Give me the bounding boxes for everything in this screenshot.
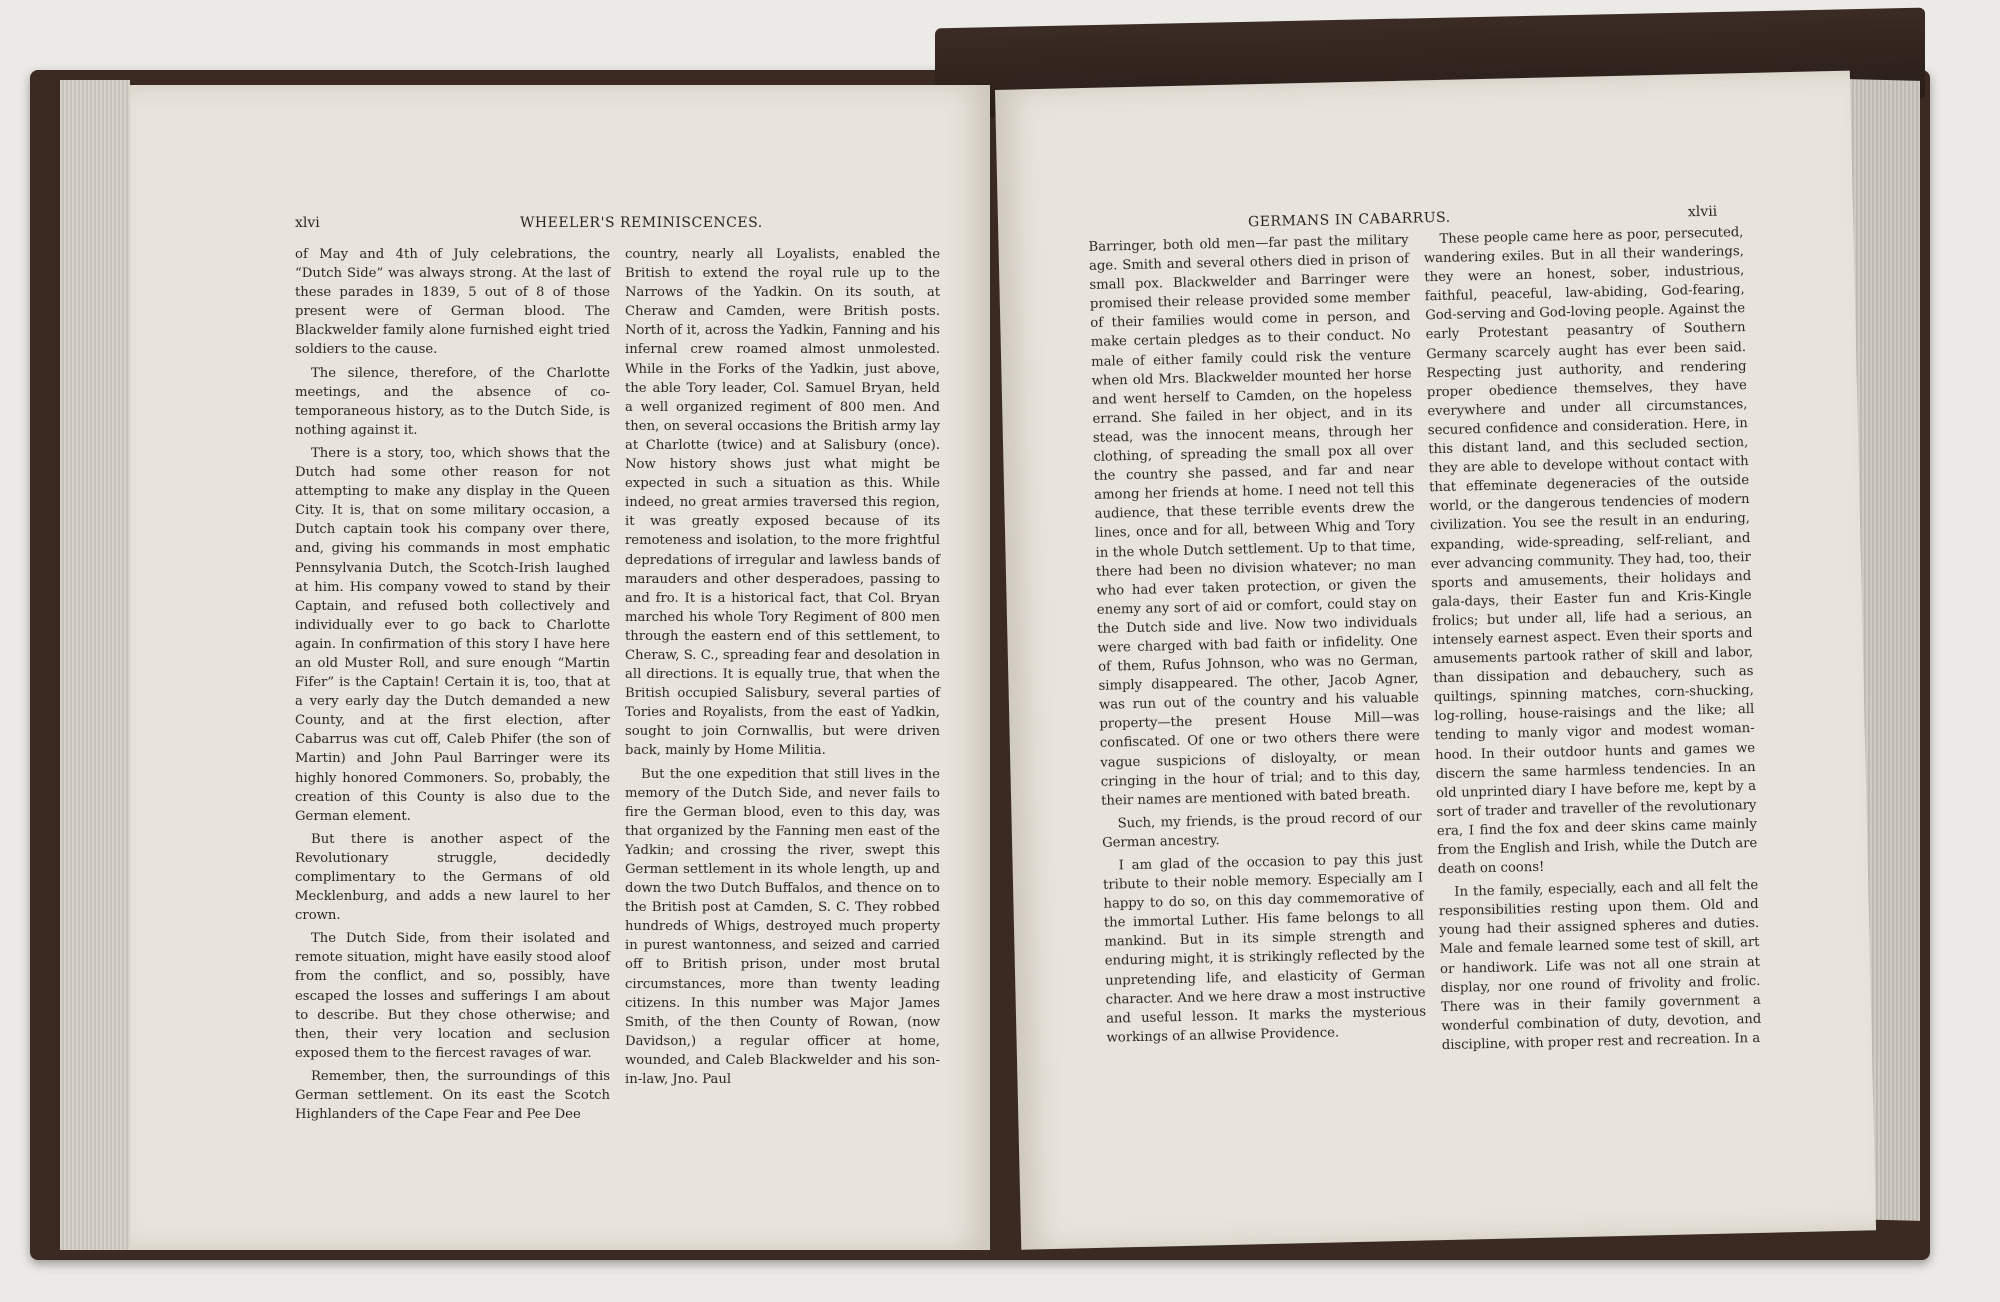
right-page: [995, 71, 1876, 1250]
left-column-2: [625, 245, 940, 1093]
paragraph: These people came here as poor, persecuted, wandering exiles. But in all their wanderings, they were an honest, sober, industrious, faithful, peaceful, law-abiding, God-fearing, God-serving and God-loving people. Against the early Protestant peasantry of Southern Germany scarcely aught has ever been said. Respecting just authority, and rendering proper obedience themselves, they have everywhere and under all circumstances, secured confidence and consideration. Here, in this distant land, and this secluded section, they are able to develope without contact with that effeminate degeneracies of the outside world, or the dangerous tendencies of modern civilization. You see the result in an enduring, expanding, wide-spreading, self-reliant, and ever advancing community. They had, too, their sports and amusements, their holidays and gala-days, their Easter fun and Kris-Kingle frolics; but under all, life had a serious, an intensely earnest aspect. Even their sports and amusements partook rather of skill and labor, than dissipation and debauchery, such as quiltings, spinning matches, corn-shucking, log-rolling, house-raisings and the like; all tending to manly vigor and modest woman-hood. In their outdoor hunts and games we discern the same harmless tendencies. In an old unprinted diary I have before me, kept by a sort of trader and traveller of the revolutionary era, I find the fox and deer skins came mainly from the English and Irish, while the Dutch are death on coons!: [1423, 225, 1758, 878]
paragraph: But there is another aspect of the Revolutionary struggle, decidedly complimentary to the Germans of old Mecklenburg, and adds a new laurel to her crown.: [295, 831, 610, 924]
right-page-number: xlvii: [1687, 203, 1718, 221]
paragraph: Remember, then, the surroundings of this German settlement. On its east the Scotch Highlanders of the Cape Fear and Pee Dee: [295, 1068, 610, 1123]
paragraph: The silence, therefore, of the Charlotte meetings, and the absence of co-temporaneous history, as to the Dutch Side, is nothing against it.: [295, 365, 610, 438]
left-page-edges: [60, 80, 130, 1250]
right-running-head: GERMANS IN CABARRUS.: [1247, 209, 1451, 231]
right-column-2: [1423, 223, 1762, 1059]
paragraph: There is a story, too, which shows that the Dutch had some other reason for not attempting to make any display in the Queen City. It is, that on some military occasion, a Dutch captain took his company over there, and, giving his commands in most emphatic Pennsylvania Dutch, the Scotch-Irish laughed at him. His company vowed to stand by their Captain, and refused both collectively and individually ever to go back to Charlotte again. In confirmation of this story I have here an old Muster Roll, and sure enough “Martin Fifer” is the Captain! Certain it is, too, that at a very early day the Dutch demanded a new County, and at the first election, after Cabarrus was cut off, Caleb Phifer (the son of Martin) and John Paul Barringer were its highly honored Commoners. So, probably, the creation of this County is also due to the German element.: [295, 445, 610, 824]
right-column-1: [1088, 231, 1426, 1052]
left-page-number: xlvi: [295, 215, 320, 231]
left-column-1: [295, 245, 610, 1128]
paragraph: Such, my friends, is the proud record of our German ancestry.: [1101, 809, 1422, 851]
paragraph: In the family, especially, each and all felt the responsibilities resting upon them. Old and young had their assigned spheres and duties. Male and female learned some test of skill, art or handiwork. Life was not all one strain at display, nor one round of frivolity and frolic. There was in their family government a wonderful combination of duty, devotion, and discipline, with proper rest and recreation. In a: [1438, 878, 1762, 1054]
paragraph: Barringer, both old men—far past the military age. Smith and several others died in prison of small pox. Blackwelder and Barringer were promised their release provided some member of their families would come in person, and make certain pledges as to their conduct. No male of either family could risk the venture when old Mrs. Blackwelder mounted her horse and went herself to Camden, on the hopeless errand. She failed in her object, and in its stead, was the innocent means, through her clothing, of spreading the small pox all over the country she passed, and far and near among her friends at home. I need not tell this audience, that these terrible events drew the lines, once and for all, between Whig and Tory in the whole Dutch settlement. Up to that time, there had been no division whatever; no man who had ever taken protection, or given the enemy any sort of aid or comfort, could stay on the Dutch side and live. Now two individuals were charged with bad faith or infidelity. One of them, Rufus Johnson, who was no German, simply disappeared. The other, Jacob Agner, was run out of the country and his valuable property—the present House Mill—was confiscated. Of one or two others there were vague suspicions of disloyalty, or mean cringing in the hour of trial; and to this day, their names are mentioned with bated breath.: [1088, 232, 1421, 809]
paragraph: of May and 4th of July celebrations, the “Dutch Side” was always strong. At the last of these parades in 1839, 5 out of 8 of those present were of German blood. The Blackwelder family alone furnished eight tried soldiers to the cause.: [295, 247, 610, 358]
paragraph: But the one expedition that still lives in the memory of the Dutch Side, and never fails to fire the German blood, even to this day, was that organized by the Fanning men east of the Yadkin; and crossing the river, swept this German settlement in its whole length, up and down the two Dutch Buffalos, and thence on to the British post at Camden, S. C. They robbed hundreds of Whigs, destroyed much property in purest wantonness, and seized and carried off to British prison, under most brutal circumstances, more than twenty leading citizens. In this number was Major James Smith, of the then County of Rowan, (now Davidson,) a regular officer at home, wounded, and Caleb Blackwelder and his son-in-law, Jno. Paul: [625, 766, 940, 1088]
left-page: [130, 85, 990, 1250]
paragraph: I am glad of the occasion to pay this just tribute to their noble memory. Especially am I happy to do so, on this day commemorative of the immortal Luther. His fame belongs to all mankind. But in its simple strength and enduring might, it is strikingly reflected by the unpretending life, and elasticity of German character. And we here draw a most instructive and useful lesson. It marks the mysterious workings of an allwise Providence.: [1102, 851, 1427, 1046]
paragraph: country, nearly all Loyalists, enabled the British to extend the royal rule up to the Narrows of the Yadkin. On its south, at Cheraw and Camden, were British posts. North of it, across the Yadkin, Fanning and his infernal crew roamed almost unmolested. While in the Forks of the Yadkin, just above, the able Tory leader, Col. Samuel Bryan, held a well organized regiment of 800 men. And then, on several occasions the British army lay at Charlotte (twice) and at Salisbury (once). Now history shows just what might be expected in such a situation as this. While indeed, no great armies traversed this region, it was greatly exposed because of its remoteness and isolation, to the more frightful depredations of irregular and lawless bands of marauders and other desperadoes, passing to and fro. It is a historical fact, that Col. Bryan marched his whole Tory Regiment of 800 men through the eastern end of this settlement, to Cheraw, S. C., spreading fear and desolation in all directions. It is equally true, that when the British occupied Salisbury, several parties of Tories and Royalists, from the east of Yadkin, sought to join Cornwallis, but were driven back, mainly by Home Militia.: [625, 247, 940, 759]
paragraph: The Dutch Side, from their isolated and remote situation, might have easily stood aloof from the conflict, and so, possibly, have escaped the losses and sufferings I am about to describe. But they chose otherwise; and then, their very location and seclusion exposed them to the fiercest ravages of war.: [295, 931, 610, 1061]
left-running-head: WHEELER'S REMINISCENCES.: [520, 215, 763, 231]
